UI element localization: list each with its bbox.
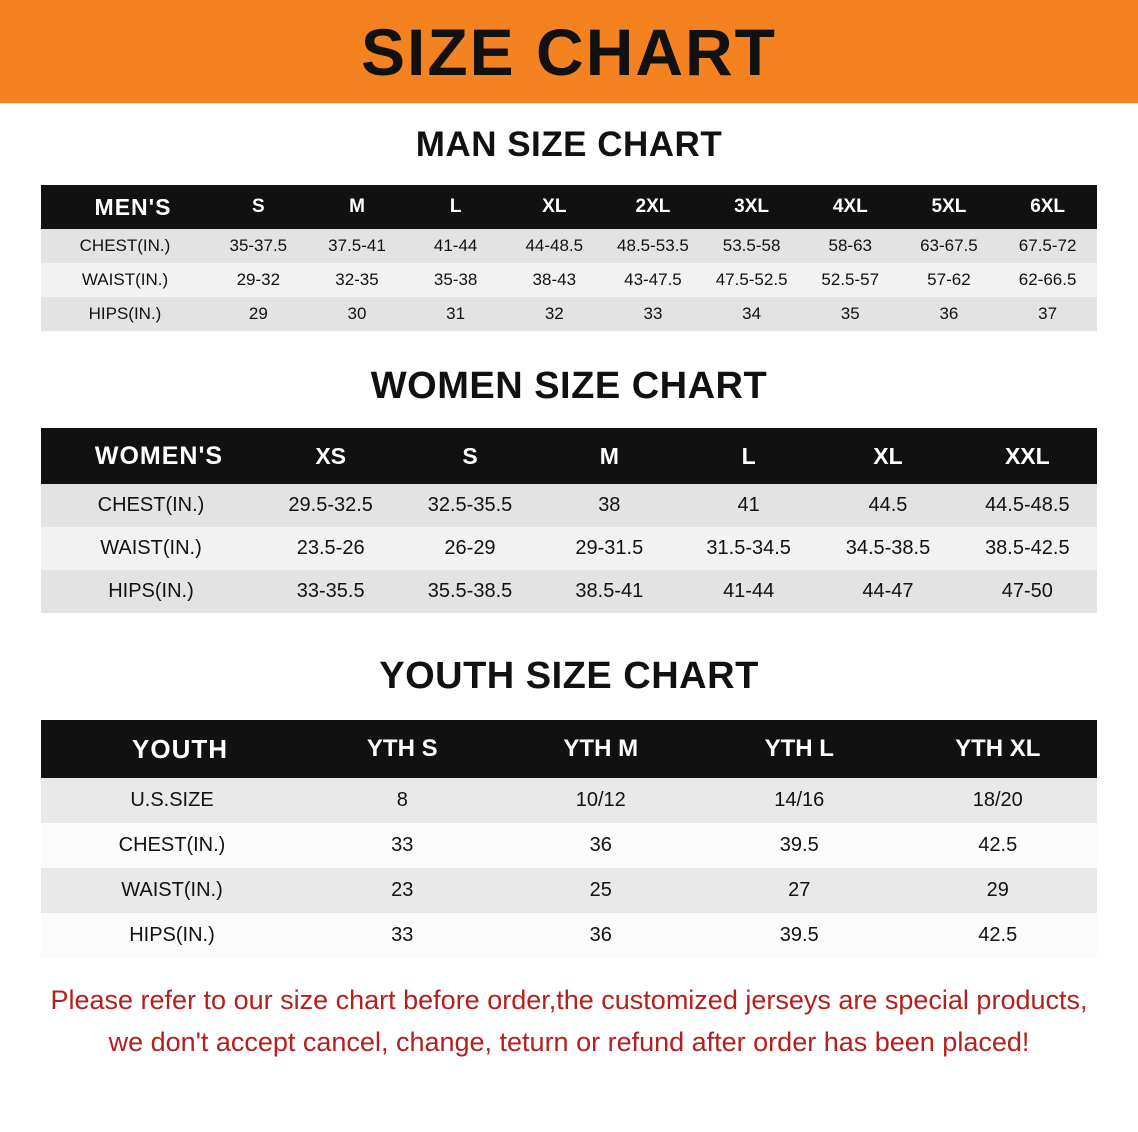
table-cell: 62-66.5 bbox=[998, 263, 1097, 297]
table-cell: 44.5-48.5 bbox=[958, 484, 1097, 527]
youth-size-table-wrapper bbox=[41, 720, 1097, 958]
table-cell: 41-44 bbox=[679, 570, 818, 613]
table-cell: 67.5-72 bbox=[998, 229, 1097, 263]
table-cell: 29-31.5 bbox=[540, 527, 679, 570]
table-cell: 23 bbox=[303, 868, 502, 913]
table-cell: 25 bbox=[502, 868, 701, 913]
table-cell: 41 bbox=[679, 484, 818, 527]
table-cell: 58-63 bbox=[801, 229, 900, 263]
man-column-header: L bbox=[406, 185, 505, 229]
disclaimer-line-2: we don't accept cancel, change, teturn or refund after order has been placed! bbox=[108, 1026, 1030, 1057]
table-cell: 48.5-53.5 bbox=[604, 229, 703, 263]
table-header-row bbox=[41, 428, 1097, 484]
row-label: HIPS(IN.) bbox=[41, 570, 261, 613]
table-cell: 35-38 bbox=[406, 263, 505, 297]
table-cell: 33 bbox=[303, 823, 502, 868]
youth-size-table bbox=[41, 720, 1097, 958]
row-label: CHEST(IN.) bbox=[41, 484, 261, 527]
table-row bbox=[41, 527, 1097, 570]
table-cell: 38 bbox=[540, 484, 679, 527]
table-cell: 43-47.5 bbox=[604, 263, 703, 297]
disclaimer-line-1: Please refer to our size chart before order,the customized jerseys are special products, bbox=[50, 985, 1088, 1015]
table-cell: 23.5-26 bbox=[261, 527, 400, 570]
row-label: WAIST(IN.) bbox=[41, 263, 209, 297]
table-cell: 52.5-57 bbox=[801, 263, 900, 297]
table-cell: 47.5-52.5 bbox=[702, 263, 801, 297]
table-cell: 30 bbox=[308, 297, 407, 331]
man-column-header: 4XL bbox=[801, 185, 900, 229]
table-cell: 42.5 bbox=[899, 913, 1098, 958]
table-cell: 47-50 bbox=[958, 570, 1097, 613]
table-header-row bbox=[41, 185, 1097, 229]
table-cell: 36 bbox=[502, 913, 701, 958]
row-label: CHEST(IN.) bbox=[41, 229, 209, 263]
table-row bbox=[41, 229, 1097, 263]
table-row bbox=[41, 868, 1097, 913]
women-size-table-wrapper bbox=[41, 428, 1097, 613]
table-cell: 32 bbox=[505, 297, 604, 331]
table-cell: 39.5 bbox=[700, 823, 899, 868]
table-cell: 26-29 bbox=[400, 527, 539, 570]
youth-column-header: YTH S bbox=[303, 720, 502, 778]
table-cell: 29.5-32.5 bbox=[261, 484, 400, 527]
women-column-header: L bbox=[679, 428, 818, 484]
table-cell: 44-48.5 bbox=[505, 229, 604, 263]
table-cell: 39.5 bbox=[700, 913, 899, 958]
table-row bbox=[41, 484, 1097, 527]
table-cell: 35 bbox=[801, 297, 900, 331]
youth-header-label: YOUTH bbox=[41, 720, 303, 778]
table-cell: 35.5-38.5 bbox=[400, 570, 539, 613]
row-label: U.S.SIZE bbox=[41, 778, 303, 823]
man-size-table-wrapper bbox=[41, 185, 1097, 331]
banner bbox=[0, 0, 1138, 103]
table-header-row bbox=[41, 720, 1097, 778]
man-section-heading: MAN SIZE CHART bbox=[415, 125, 723, 164]
row-label: CHEST(IN.) bbox=[41, 823, 303, 868]
table-cell: 31.5-34.5 bbox=[679, 527, 818, 570]
table-row bbox=[41, 297, 1097, 331]
row-label: WAIST(IN.) bbox=[41, 527, 261, 570]
table-cell: 33 bbox=[303, 913, 502, 958]
table-cell: 29-32 bbox=[209, 263, 308, 297]
table-cell: 32.5-35.5 bbox=[400, 484, 539, 527]
table-cell: 29 bbox=[209, 297, 308, 331]
table-cell: 34.5-38.5 bbox=[818, 527, 957, 570]
table-row bbox=[41, 823, 1097, 868]
row-label: HIPS(IN.) bbox=[41, 297, 209, 331]
table-cell: 38.5-41 bbox=[540, 570, 679, 613]
man-column-header: 6XL bbox=[998, 185, 1097, 229]
man-column-header: 3XL bbox=[702, 185, 801, 229]
table-cell: 32-35 bbox=[308, 263, 407, 297]
table-row bbox=[41, 263, 1097, 297]
table-cell: 8 bbox=[303, 778, 502, 823]
women-column-header: XXL bbox=[958, 428, 1097, 484]
man-column-header: S bbox=[209, 185, 308, 229]
disclaimer-note bbox=[36, 980, 1102, 1064]
man-column-header: M bbox=[308, 185, 407, 229]
women-column-header: XL bbox=[818, 428, 957, 484]
youth-column-header: YTH L bbox=[700, 720, 899, 778]
women-header-label: WOMEN'S bbox=[41, 428, 261, 484]
table-cell: 42.5 bbox=[899, 823, 1098, 868]
table-cell: 34 bbox=[702, 297, 801, 331]
table-cell: 38-43 bbox=[505, 263, 604, 297]
youth-section-heading: YOUTH SIZE CHART bbox=[379, 655, 759, 697]
man-header-label: MEN'S bbox=[41, 185, 209, 229]
table-cell: 63-67.5 bbox=[900, 229, 999, 263]
women-size-table bbox=[41, 428, 1097, 613]
table-cell: 27 bbox=[700, 868, 899, 913]
table-cell: 33-35.5 bbox=[261, 570, 400, 613]
page-title: SIZE CHART bbox=[361, 14, 777, 89]
table-row bbox=[41, 778, 1097, 823]
man-column-header: 2XL bbox=[604, 185, 703, 229]
man-size-table bbox=[41, 185, 1097, 331]
man-column-header: 5XL bbox=[900, 185, 999, 229]
table-cell: 53.5-58 bbox=[702, 229, 801, 263]
table-cell: 36 bbox=[900, 297, 999, 331]
table-cell: 37 bbox=[998, 297, 1097, 331]
women-column-header: S bbox=[400, 428, 539, 484]
youth-column-header: YTH M bbox=[502, 720, 701, 778]
table-cell: 35-37.5 bbox=[209, 229, 308, 263]
women-column-header: M bbox=[540, 428, 679, 484]
youth-column-header: YTH XL bbox=[899, 720, 1098, 778]
table-cell: 57-62 bbox=[900, 263, 999, 297]
table-cell: 44-47 bbox=[818, 570, 957, 613]
row-label: WAIST(IN.) bbox=[41, 868, 303, 913]
table-cell: 33 bbox=[604, 297, 703, 331]
women-section-heading: WOMEN SIZE CHART bbox=[370, 365, 768, 407]
table-cell: 31 bbox=[406, 297, 505, 331]
table-cell: 36 bbox=[502, 823, 701, 868]
table-cell: 44.5 bbox=[818, 484, 957, 527]
table-cell: 37.5-41 bbox=[308, 229, 407, 263]
row-label: HIPS(IN.) bbox=[41, 913, 303, 958]
table-cell: 14/16 bbox=[700, 778, 899, 823]
table-cell: 10/12 bbox=[502, 778, 701, 823]
man-column-header: XL bbox=[505, 185, 604, 229]
table-cell: 41-44 bbox=[406, 229, 505, 263]
table-cell: 29 bbox=[899, 868, 1098, 913]
table-cell: 38.5-42.5 bbox=[958, 527, 1097, 570]
table-row bbox=[41, 913, 1097, 958]
table-cell: 18/20 bbox=[899, 778, 1098, 823]
women-column-header: XS bbox=[261, 428, 400, 484]
table-row bbox=[41, 570, 1097, 613]
